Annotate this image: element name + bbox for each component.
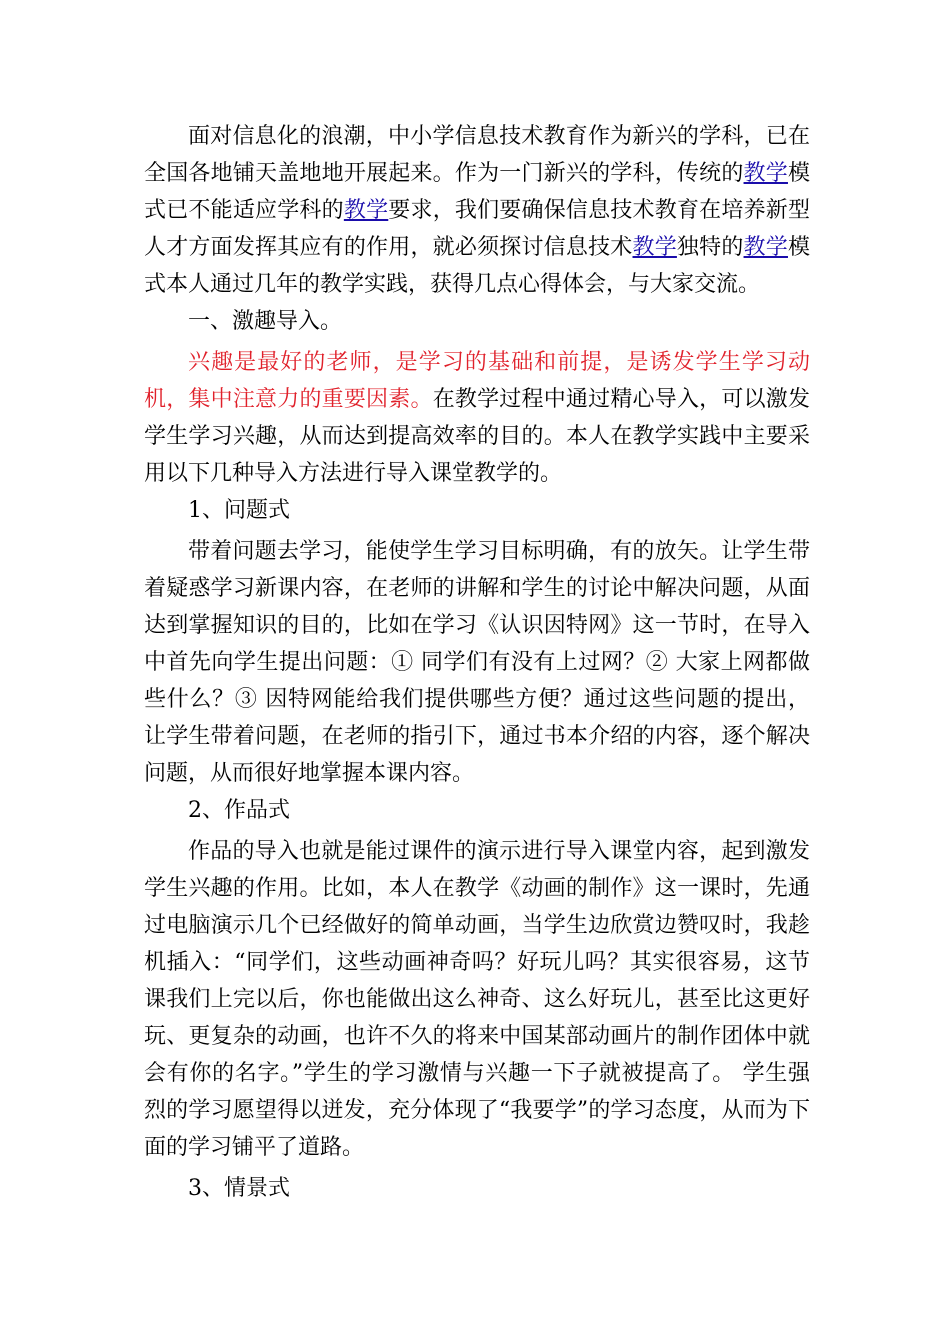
question-paragraph: 带着问题去学习，能使学生学习目标明确，有的放矢。让学生带着疑惑学习新课内容，在老师的讲解和学生的讨论中解决问题，从面达到掌握知识的目的，比如在学习《认识因特网》这一节时，在导入中首先向学生提出问题：① 同学们有没有上过网？② 大家上网都做些什么？③ 因特网能给我们提供哪些方便？通过这些问题的提出，让学生带着问题，在老师的指引下，通过书本介绍的内容，逐个解决问题，从而很好地掌握本课内容。 (144, 539, 810, 786)
intro-text-1: 面对信息化的浪潮，中小学信息技术教育作为新兴的学科，已在全国各地铺天盖地地开展起来。作为一门新兴的学科，传统的 (144, 124, 810, 186)
subheading-work: 2、作品式 (188, 798, 290, 823)
emphasis-text: 兴趣是最好的老师，是学习的基础和前提，是诱发学生学习动机，集中注意力的重要因素。 (144, 350, 810, 412)
work-paragraph: 作品的导入也就是能过课件的演示进行导入课堂内容，起到激发学生兴趣的作用。比如，本人在教学《动画的制作》这一课时，先通过电脑演示几个已经做好的简单动画，当学生边欣赏边赞叹时，我趁机插入：“同学们，这些动画神奇吗？好玩儿吗？其实很容易，这节课我们上完以后，你也能做出这么神奇、这么好玩儿，甚至比这更好玩、更复杂的动画，也许不久的将来中国某部动画片的制作团体中就会有你的名字。”学生的学习激情与兴趣一下子就被提高了。 学生强烈的学习愿望得以迸发，充分体现了“我要学”的学习态度，从而为下面的学习铺平了道路。 (144, 839, 810, 1160)
subheading-question: 1、问题式 (188, 498, 290, 523)
link-teaching-4[interactable]: 教学 (743, 235, 788, 260)
link-teaching-1[interactable]: 教学 (743, 161, 788, 186)
section-heading-interest: 一、激趣导入。 (188, 309, 343, 334)
intro-text-4: 独特的 (676, 235, 744, 260)
interest-paragraph (144, 344, 810, 492)
intro-text-2: 模式已不能适应学科的 (144, 161, 810, 223)
document-body (144, 118, 810, 1207)
link-teaching-2[interactable]: 教学 (343, 198, 389, 223)
intro-text-5: 模式本人通过几年的教学实践，获得几点心得体会，与大家交流。 (144, 235, 810, 297)
intro-text-3: 要求，我们要确保信息技术教育在培养新型人才方面发挥其应有的作用，就必须探讨信息技术 (144, 198, 810, 260)
interest-text: 在教学过程中通过精心导入，可以激发学生学习兴趣，从而达到提高效率的目的。本人在教学实践中主要采用以下几种导入方法进行导入课堂教学的。 (144, 387, 810, 486)
intro-paragraph (144, 118, 810, 303)
link-teaching-3[interactable]: 教学 (632, 235, 677, 260)
subheading-scenario: 3、情景式 (188, 1176, 290, 1201)
